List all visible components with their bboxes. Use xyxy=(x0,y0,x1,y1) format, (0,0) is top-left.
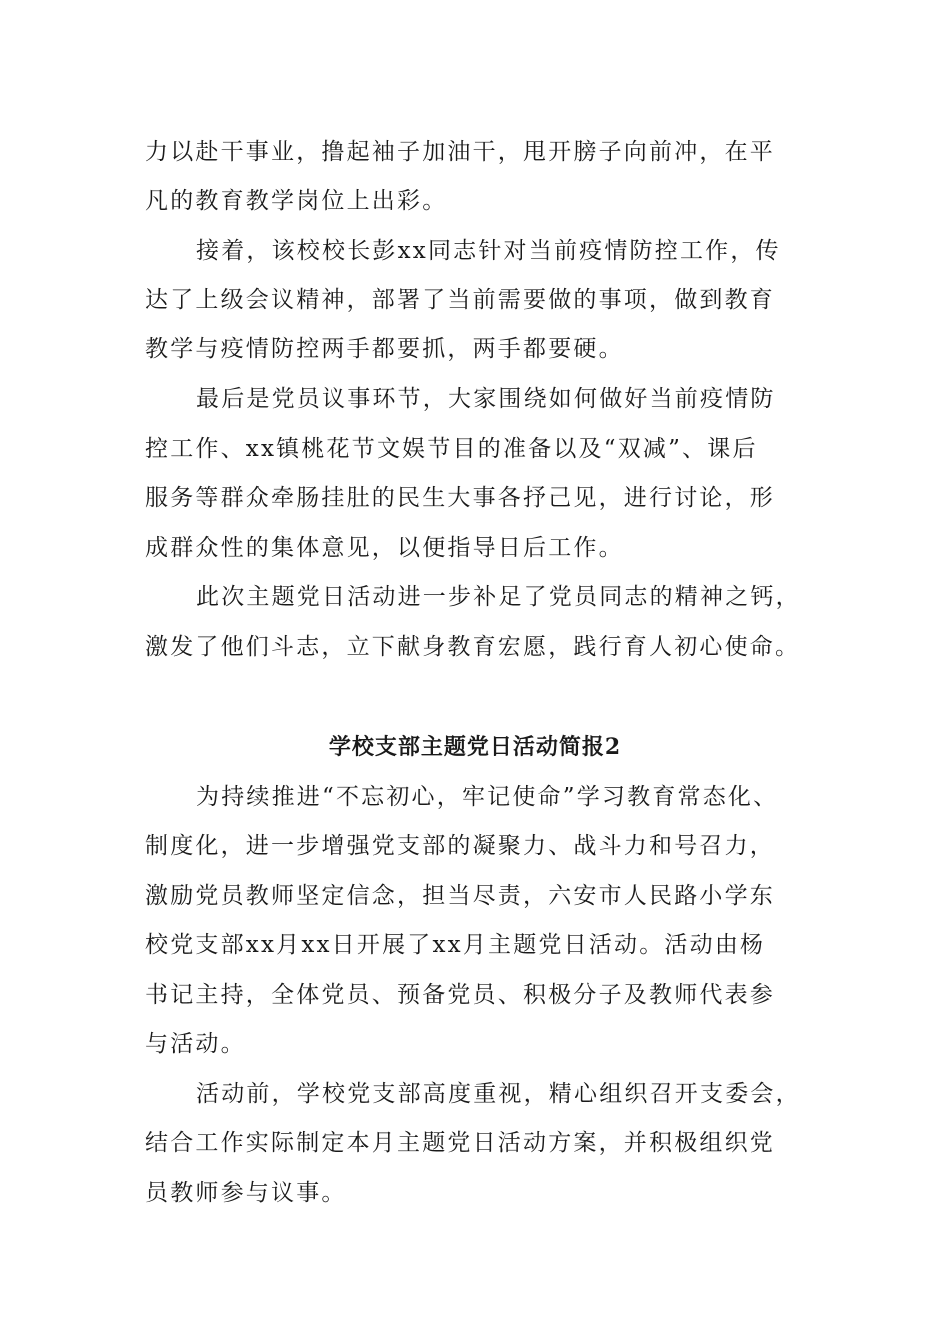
paragraph-line-13: 制度化，进一步增强党支部的凝聚力、战斗力和号召力， xyxy=(145,833,775,859)
paragraph-line-18: 活动前，学校党支部高度重视，精心组织召开支委会， xyxy=(196,1081,801,1107)
section-title: 学校支部主题党日活动简报2 xyxy=(328,734,622,760)
paragraph-line-5: 教学与疫情防控两手都要抓，两手都要硬。 xyxy=(145,336,624,362)
paragraph-line-17: 与活动。 xyxy=(145,1031,246,1057)
paragraph-line-3: 接着，该校校长彭xx同志针对当前疫情防控工作，传 xyxy=(196,238,781,264)
paragraph-line-15: 校党支部xx月xx日开展了xx月主题党日活动。活动由杨 xyxy=(145,932,766,958)
paragraph-line-1: 力以赴干事业，撸起袖子加油干，甩开膀子向前冲，在平 xyxy=(145,139,775,165)
paragraph-line-8: 服务等群众牵肠挂肚的民生大事各抒己见，进行讨论，形 xyxy=(145,485,775,511)
paragraph-line-19: 结合工作实际制定本月主题党日活动方案，并积极组织党 xyxy=(145,1130,775,1156)
paragraph-line-11: 激发了他们斗志，立下献身教育宏愿，践行育人初心使命。 xyxy=(145,634,801,660)
paragraph-line-7: 控工作、xx镇桃花节文娱节目的准备以及“双减”、课后 xyxy=(145,436,758,462)
paragraph-line-9: 成群众性的集体意见，以便指导日后工作。 xyxy=(145,535,624,561)
paragraph-line-20: 员教师参与议事。 xyxy=(145,1180,347,1206)
paragraph-line-10: 此次主题党日活动进一步补足了党员同志的精神之钙， xyxy=(196,584,801,610)
paragraph-line-12: 为持续推进“不忘初心，牢记使命”学习教育常态化、 xyxy=(196,784,779,810)
paragraph-line-2: 凡的教育教学岗位上出彩。 xyxy=(145,188,448,214)
paragraph-line-6: 最后是党员议事环节，大家围绕如何做好当前疫情防 xyxy=(196,386,776,412)
paragraph-line-4: 达了上级会议精神，部署了当前需要做的事项，做到教育 xyxy=(145,287,775,313)
paragraph-line-16: 书记主持，全体党员、预备党员、积极分子及教师代表参 xyxy=(145,982,775,1008)
paragraph-line-14: 激励党员教师坚定信念，担当尽责，六安市人民路小学东 xyxy=(145,883,775,909)
